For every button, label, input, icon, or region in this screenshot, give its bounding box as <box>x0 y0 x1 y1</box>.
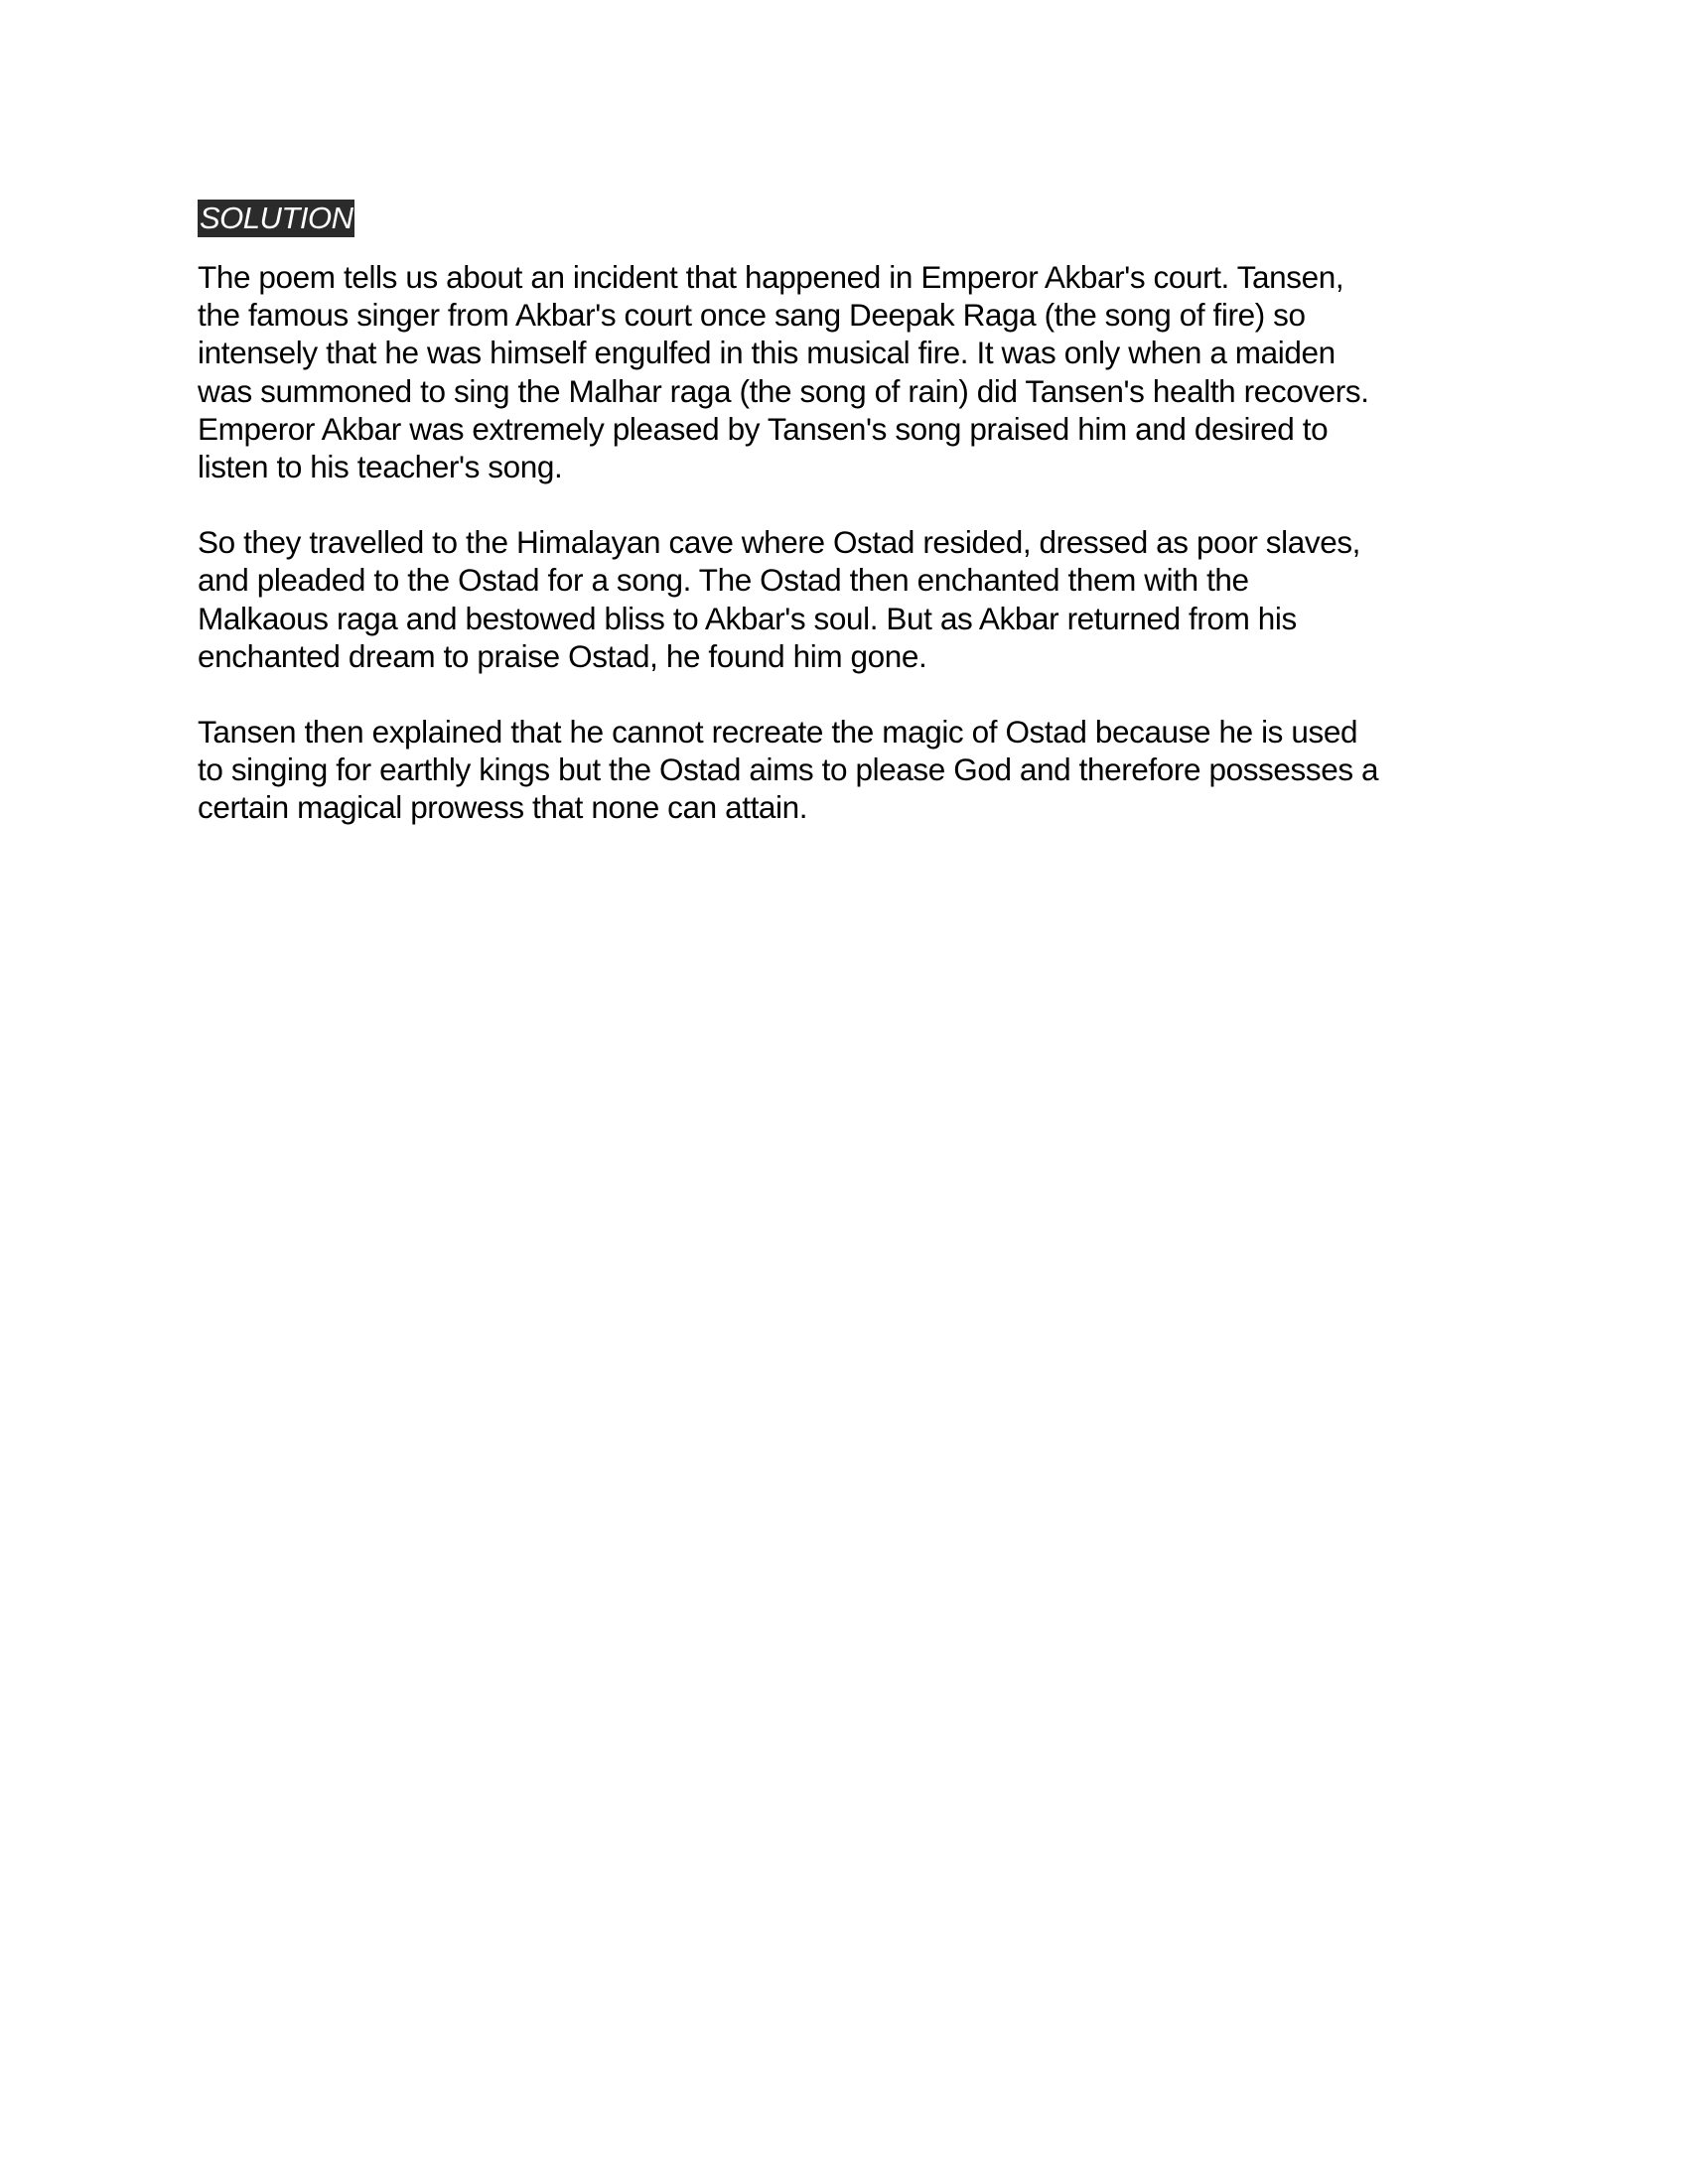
text-line: enchanted dream to praise Ostad, he found him gone. <box>198 637 927 674</box>
paragraph-1 <box>198 258 1508 485</box>
text-line: Tansen then explained that he cannot recreate the magic of Ostad because he is used <box>198 714 1358 751</box>
paragraph-3 <box>198 713 1508 827</box>
text-line: was summoned to sing the Malhar raga (the song of rain) did Tansen's health recovers. <box>198 372 1369 409</box>
text-line: listen to his teacher's song. <box>198 449 563 485</box>
text-line: Emperor Akbar was extremely pleased by Tansen's song praised him and desired to <box>198 410 1329 447</box>
solution-heading: SOLUTION <box>200 201 353 235</box>
text-line: to singing for earthly kings but the Ostad aims to please God and therefore possesses a <box>198 751 1379 788</box>
text-line: and pleaded to the Ostad for a song. The Ostad then enchanted them with the <box>198 562 1249 599</box>
text-line: Malkaous raga and bestowed bliss to Akbar's soul. But as Akbar returned from his <box>198 600 1297 636</box>
text-line: the famous singer from Akbar's court once sang Deepak Raga (the song of fire) so <box>198 297 1306 334</box>
solution-body <box>198 258 1508 865</box>
text-line: The poem tells us about an incident that happened in Emperor Akbar's court. Tansen, <box>198 259 1344 295</box>
paragraph-2 <box>198 523 1508 675</box>
text-line: intensely that he was himself engulfed in this musical fire. It was only when a maiden <box>198 335 1336 371</box>
text-line: So they travelled to the Himalayan cave where Ostad resided, dressed as poor slaves, <box>198 524 1361 561</box>
text-line: certain magical prowess that none can attain. <box>198 789 808 826</box>
